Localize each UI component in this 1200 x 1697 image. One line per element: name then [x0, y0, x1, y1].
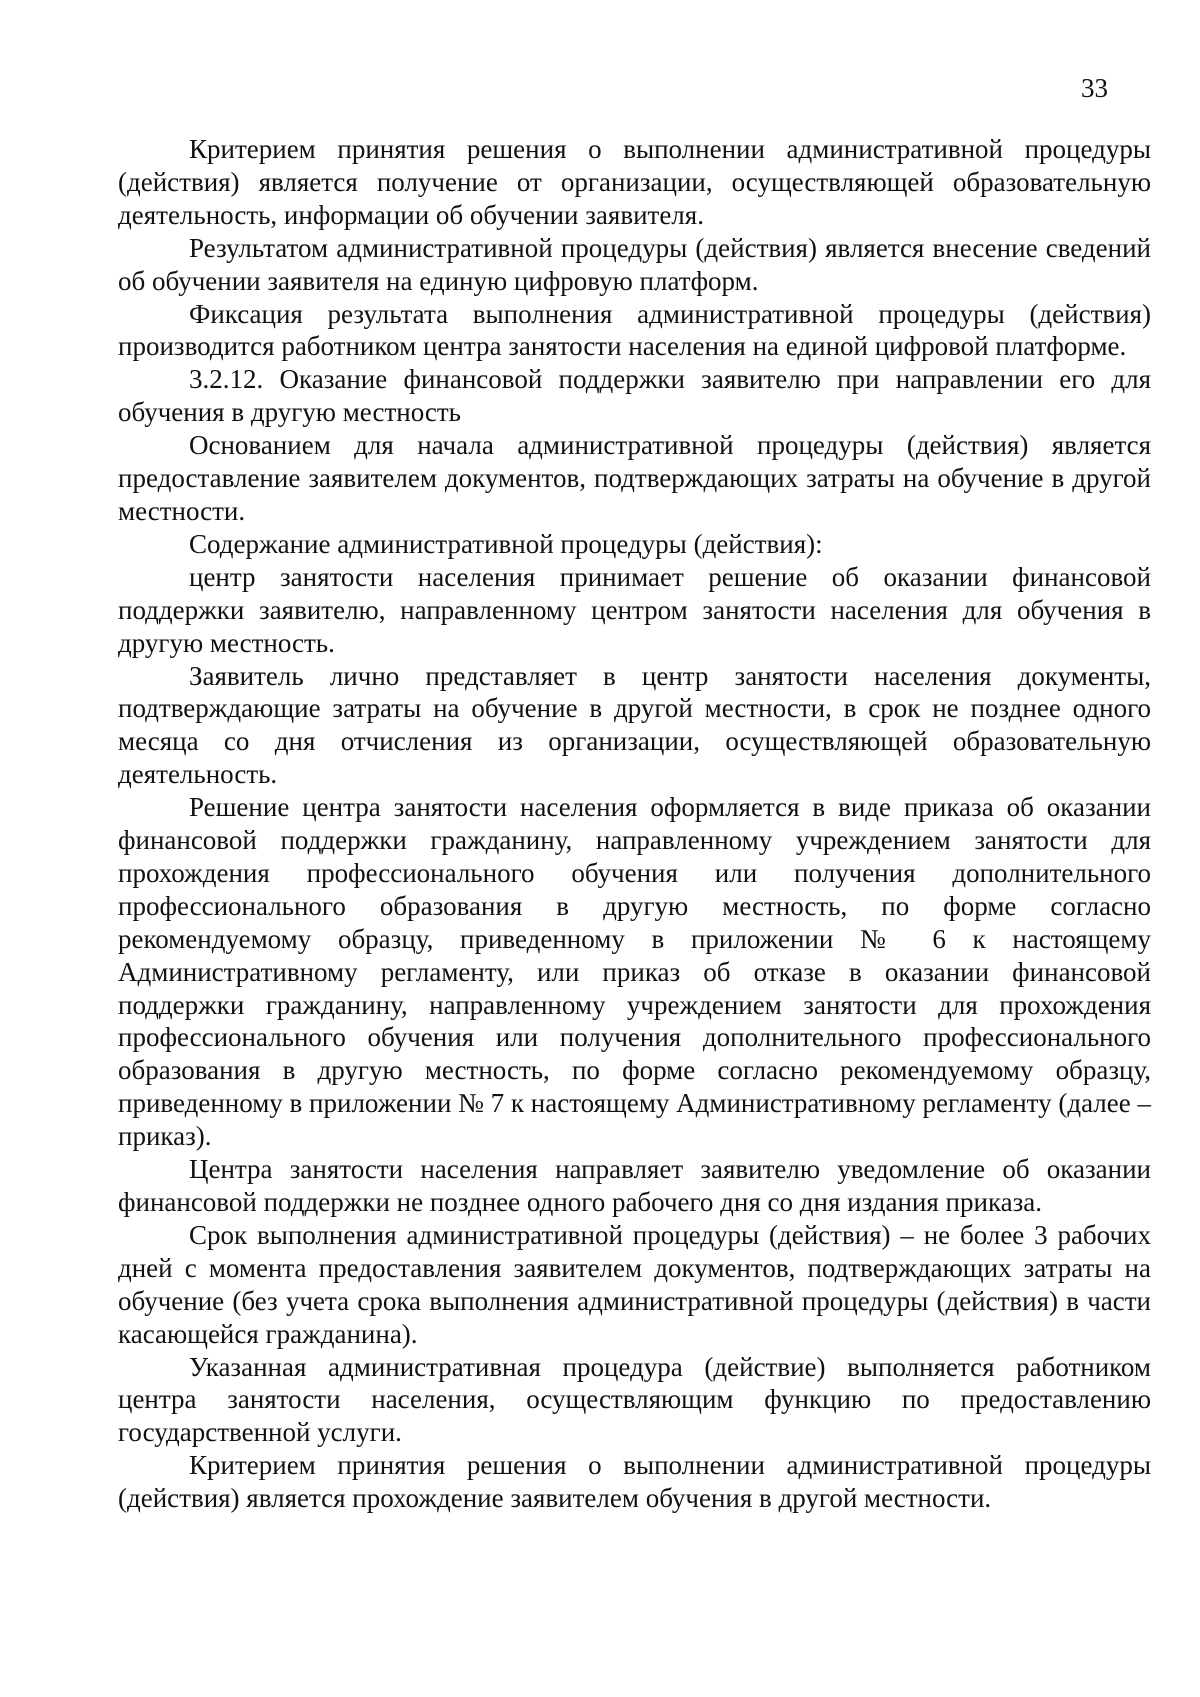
page-number: 33 [1081, 73, 1108, 103]
document-body [118, 133, 1151, 1515]
paragraph-fixation: Фиксация результата выполнения административной процедуры (действия) производится работником центра занятости населения на единой цифровой платформе. [118, 298, 1151, 362]
paragraph-executor: Указанная административная процедура (действие) выполняется работником центра занятости населения, осуществляющим функцию по предоставлению государственной услуги. [118, 1351, 1151, 1448]
paragraph-notification: Центра занятости населения направляет заявителю уведомление об оказании финансовой поддержки не позднее одного рабочего дня со дня издания приказа. [118, 1154, 1151, 1217]
paragraph-term: Срок выполнения административной процедуры (действия) – не более 3 рабочих дней с момента предоставления заявителем документов, подтверждающих затраты на обучение (без учета срока выполнения административной процедуры (действия) в части касающейся гражданина). [118, 1219, 1151, 1349]
paragraph-order-decision: Решение центра занятости населения оформляется в виде приказа об оказании финансовой поддержки гражданину, направленному учреждением занятости для прохождения профессионального обучения или получения дополнительного профессионального образования в другую местность, по форме согласно рекомендуемому образцу, приведенному в приложении № 6 к настоящему Административному регламенту, или приказ об отказе в оказании финансовой поддержки гражданину, направленному учреждением занятости для прохождения профессионального обучения или получения дополнительного профессионального образования в другую местность, по форме согласно рекомендуемому образцу, приведенному в приложении № 7 к настоящему Административному регламенту (далее – приказ). [118, 792, 1151, 1152]
paragraph-content-intro: Содержание административной процедуры (действия): [189, 528, 823, 559]
paragraph-criterion-training: Критерием принятия решения о выполнении административной процедуры (действия) является прохождение заявителем обучения в другой местности. [118, 1450, 1151, 1514]
section-heading-3-2-12: 3.2.12. Оказание финансовой поддержки заявителю при направлении его для обучения в другую местность [118, 364, 1151, 428]
paragraph-criterion-education-info: Критерием принятия решения о выполнении административной процедуры (действия) является получение от организации, осуществляющей образовательную деятельность, информации об обучении заявителя. [118, 134, 1151, 230]
paragraph-basis: Основанием для начала административной процедуры (действия) является предоставление заявителем документов, подтверждающих затраты на обучение в другой местности. [118, 430, 1151, 526]
paragraph-result: Результатом административной процедуры (действия) является внесение сведений об обучении заявителя на единую цифровую платформ. [118, 232, 1151, 296]
paragraph-applicant-documents: Заявитель лично представляет в центр занятости населения документы, подтверждающие затраты на обучение в другой местности, в срок не позднее одного месяца со дня отчисления из организации, осуществляющей образовательную деятельность. [118, 660, 1151, 790]
paragraph-center-decision: центр занятости населения принимает решение об оказании финансовой поддержки заявителю, направленному центром занятости населения для обучения в другую местность. [118, 561, 1151, 658]
